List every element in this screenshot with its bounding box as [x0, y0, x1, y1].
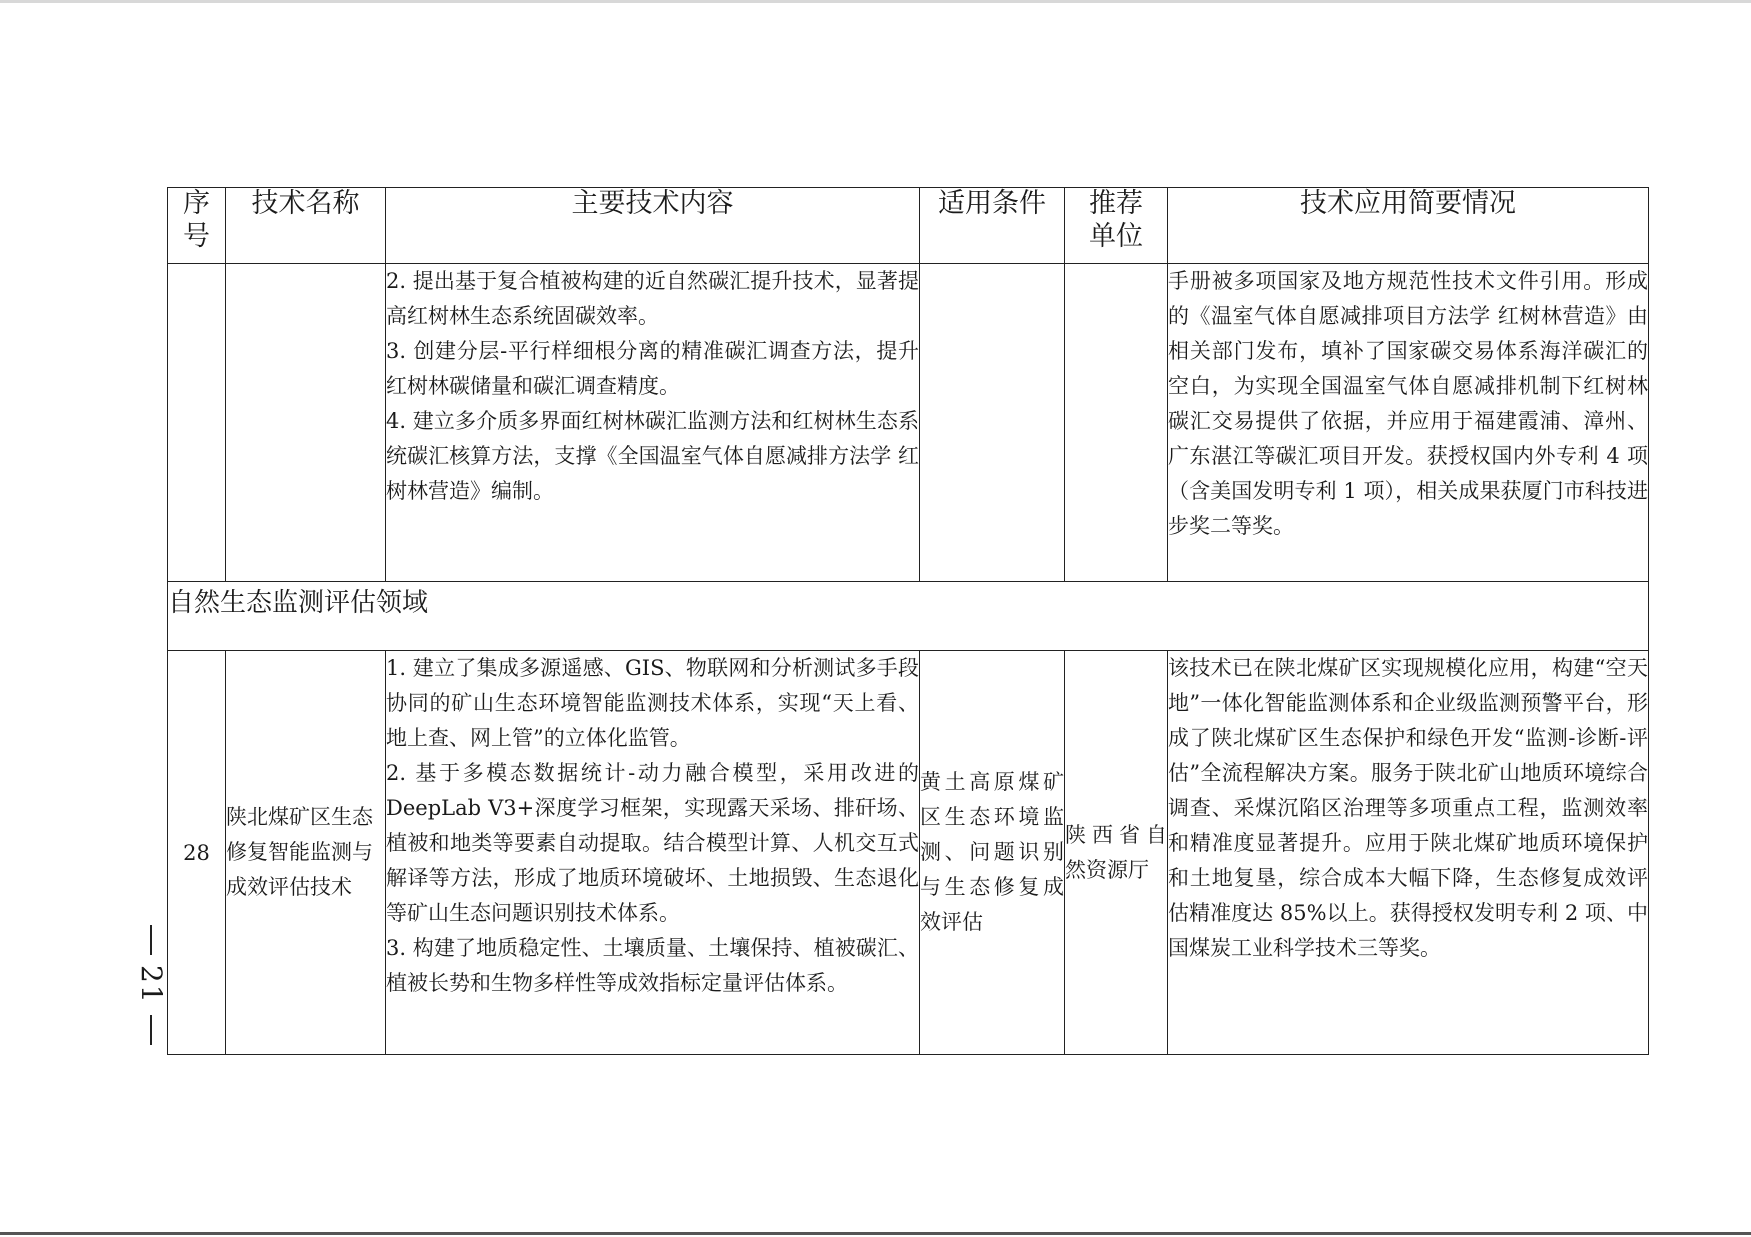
cell-content-continued — [386, 264, 920, 582]
header-unit: 推荐单位 — [1065, 188, 1168, 264]
page-number-text: 21 — [135, 965, 168, 1005]
table-row-28 — [168, 651, 1649, 1055]
cell-content-28 — [386, 651, 920, 1055]
cell-application-28: 该技术已在陕北煤矿区实现规模化应用，构建“空天地”一体化智能监测体系和企业级监测预警平台，形成了陕北煤矿区生态保护和绿色开发“监测-诊断-评估”全流程解决方案。服务于陕北矿山地质环境综合调查、采煤沉陷区治理等多项重点工程，监测效率和精准度显著提升。应用于陕北煤矿地质环境保护和土地复垦，综合成本大幅下降，生态修复成效评估精准度达 85%以上。获得授权发明专利 2 项、中国煤炭工业科学技术三等奖。 — [1168, 651, 1649, 1055]
cell-application-continued: 手册被多项国家及地方规范性技术文件引用。形成的《温室气体自愿减排项目方法学 红树林营造》由相关部门发布，填补了国家碳交易体系海洋碳汇的空白，为实现全国温室气体自愿减排机制下红树林碳汇交易提供了依据，并应用于福建霞浦、漳州、广东湛江等碳汇项目开发。获授权国内外专利 4 项（含美国发明专利 1 项），相关成果获厦门市科技进步奖二等奖。 — [1168, 264, 1649, 582]
table-row-continued — [168, 264, 1649, 582]
table-header-row — [168, 188, 1649, 264]
cell-name-28: 陕北煤矿区生态修复智能监测与成效评估技术 — [226, 651, 386, 1055]
cell-condition-28: 黄土高原煤矿区生态环境监测、问题识别与生态修复成效评估 — [920, 651, 1065, 1055]
content-paragraph: 4. 建立多介质多界面红树林碳汇监测方法和红树林生态系统碳汇核算方法，支撑《全国温室气体自愿减排方法学 红树林营造》编制。 — [386, 409, 919, 503]
cell-seq-28: 28 — [168, 651, 226, 1055]
cell-unit-28: 陕西省自然资源厅 — [1065, 651, 1168, 1055]
header-condition: 适用条件 — [920, 188, 1065, 264]
bottom-edge-rule — [0, 1232, 1751, 1235]
content-paragraph: 2. 提出基于复合植被构建的近自然碳汇提升技术，显著提高红树林生态系统固碳效率。 — [386, 269, 919, 328]
header-seq: 序号 — [168, 188, 226, 264]
header-name: 技术名称 — [226, 188, 386, 264]
page-number — [131, 925, 171, 1095]
content-paragraph: 2. 基于多模态数据统计-动力融合模型，采用改进的 DeepLab V3+深度学习框架，实现露天采场、排矸场、植被和地类等要素自动提取。结合模型计算、人机交互式解译等方法，形成了地质环境破坏、土地损毁、生态退化等矿山生态问题识别技术体系。 — [386, 761, 919, 925]
content-paragraph: 3. 构建了地质稳定性、土壤质量、土壤保持、植被碳汇、植被长势和生物多样性等成效指标定量评估体系。 — [386, 936, 919, 995]
section-row — [168, 582, 1649, 651]
page-number-dash-bottom — [150, 1015, 152, 1045]
top-edge-rule — [0, 0, 1751, 3]
content-paragraph: 3. 创建分层-平行样细根分离的精准碳汇调查方法，提升红树林碳储量和碳汇调查精度。 — [386, 339, 919, 398]
page-number-dash-top — [150, 925, 152, 955]
content-paragraph: 1. 建立了集成多源遥感、GIS、物联网和分析测试多手段协同的矿山生态环境智能监测技术体系，实现“天上看、地上查、网上管”的立体化监管。 — [386, 656, 919, 750]
section-title: 自然生态监测评估领域 — [168, 582, 1649, 651]
cell-name-continued — [226, 264, 386, 582]
header-content: 主要技术内容 — [386, 188, 920, 264]
technology-table — [167, 187, 1649, 1055]
cell-seq-continued — [168, 264, 226, 582]
cell-unit-continued — [1065, 264, 1168, 582]
header-application: 技术应用简要情况 — [1168, 188, 1649, 264]
cell-condition-continued — [920, 264, 1065, 582]
